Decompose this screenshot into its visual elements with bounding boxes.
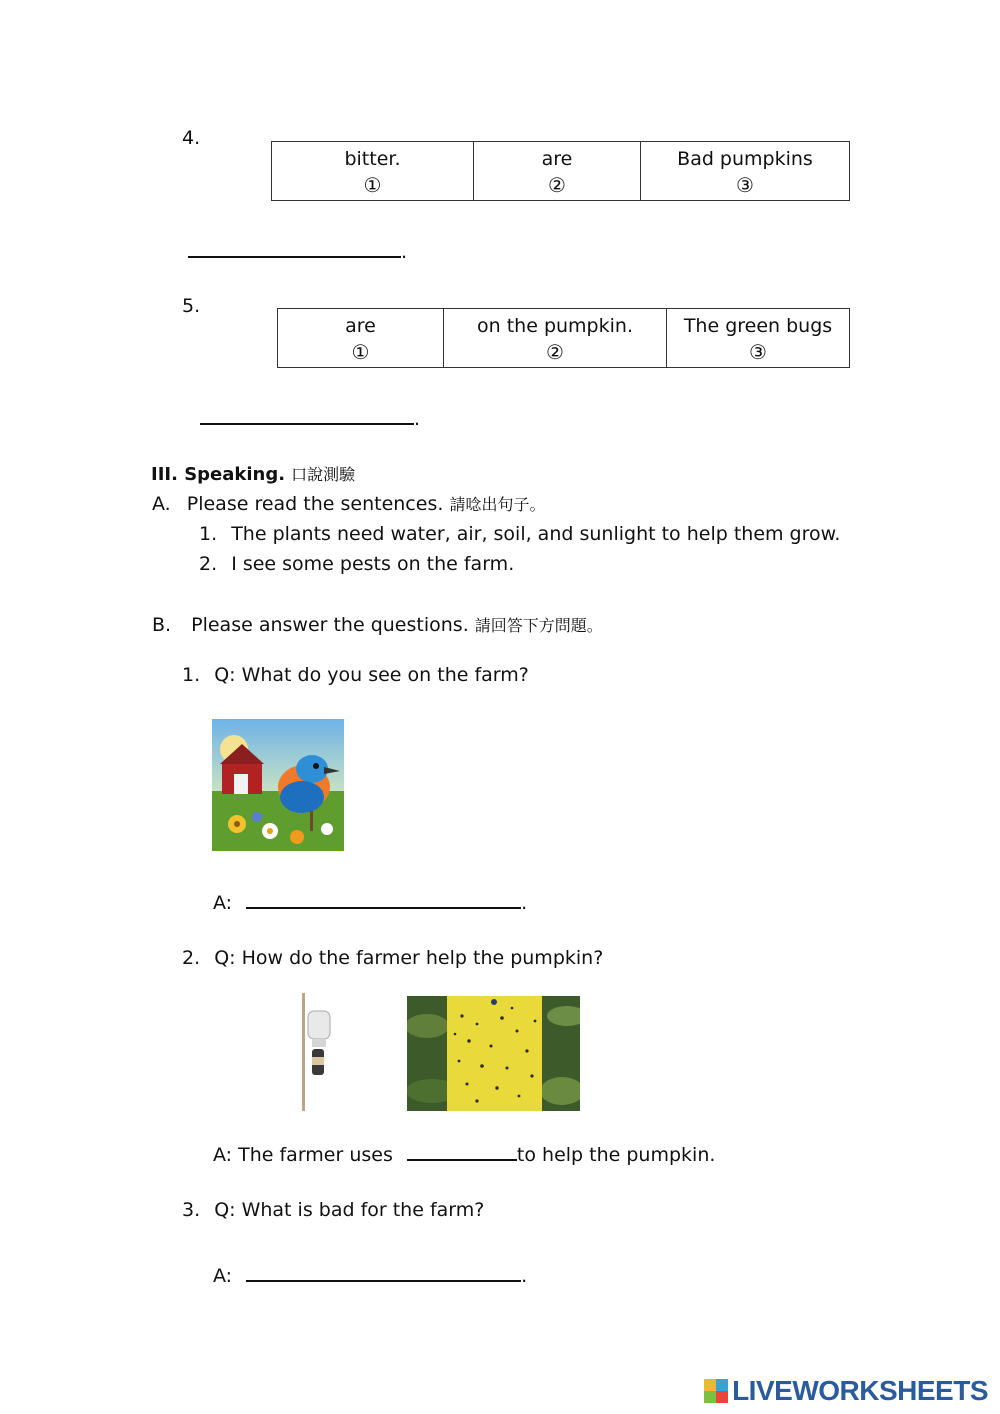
q4-mark-2: ② xyxy=(548,173,566,197)
logo-text: LIVEWORKSHEETS xyxy=(732,1375,988,1406)
q5-mark-2: ② xyxy=(546,340,564,364)
b-q3-answer-label: A: xyxy=(213,1265,233,1287)
section-b-instruction xyxy=(152,613,603,636)
section-b-zh: 請回答下方問題。 xyxy=(474,616,603,635)
q4-mark-1: ① xyxy=(363,173,382,197)
q4-mark-3: ③ xyxy=(736,173,754,197)
b-q1-answer-end: . xyxy=(521,892,528,914)
section-a-zh: 請唸出句子。 xyxy=(449,495,546,514)
sticky-trap-image xyxy=(407,996,580,1111)
q4-answer-blank[interactable] xyxy=(188,236,401,258)
b-q1-answer-label: A: xyxy=(213,892,233,914)
b-q1-answer xyxy=(213,887,527,914)
q4-word-1: bitter. xyxy=(344,148,401,170)
section-a-item-2-text: I see some pests on the farm. xyxy=(231,553,515,575)
b-q1 xyxy=(182,664,529,686)
q4-word-2: are xyxy=(541,148,573,170)
q5-word-2: on the pumpkin. xyxy=(477,315,633,337)
b-q2 xyxy=(182,947,603,969)
q4-answer xyxy=(188,236,407,263)
section-a-text: Please read the sentences. xyxy=(186,493,444,515)
section-b-letter: B. xyxy=(152,614,172,636)
q5-number: 5. xyxy=(182,295,201,317)
section-a-item-1 xyxy=(199,523,840,545)
q5-cell-3[interactable] xyxy=(667,309,850,368)
insect-trap-image xyxy=(292,993,334,1113)
section-a-letter: A. xyxy=(152,493,171,515)
b-q3-num: 3. xyxy=(182,1199,201,1221)
q5-answer-end: . xyxy=(414,408,421,430)
b-q2-answer-suffix: to help the pumpkin. xyxy=(516,1144,716,1166)
q5-answer xyxy=(200,403,420,430)
q4-cell-1[interactable] xyxy=(272,142,474,201)
q5-cell-1[interactable] xyxy=(278,309,444,368)
speaking-heading xyxy=(151,462,355,485)
b-q1-answer-blank[interactable] xyxy=(246,887,521,909)
section-a-item-2 xyxy=(199,553,514,575)
b-q2-question: Q: How do the farmer help the pumpkin? xyxy=(214,947,604,969)
q4-word-3: Bad pumpkins xyxy=(677,148,813,170)
b-q2-answer-blank[interactable] xyxy=(407,1139,517,1161)
section-a-item-1-num: 1. xyxy=(199,523,218,545)
q5-cell-2[interactable] xyxy=(444,309,667,368)
q4-answer-end: . xyxy=(401,241,408,263)
b-q2-answer xyxy=(213,1139,715,1166)
liveworksheets-logo[interactable] xyxy=(704,1375,988,1407)
farm-bird-image xyxy=(212,719,344,851)
logo-icon xyxy=(704,1379,728,1403)
b-q1-num: 1. xyxy=(182,664,201,686)
q5-word-3: The green bugs xyxy=(683,315,833,337)
b-q3-question: Q: What is bad for the farm? xyxy=(214,1199,485,1221)
q5-mark-3: ③ xyxy=(749,340,767,364)
q5-word-table xyxy=(277,308,850,368)
section-b-text: Please answer the questions. xyxy=(191,614,469,636)
q5-word-1: are xyxy=(345,315,376,337)
b-q3-answer xyxy=(213,1260,527,1287)
b-q1-question: Q: What do you see on the farm? xyxy=(214,664,529,686)
b-q3-answer-end: . xyxy=(521,1265,528,1287)
q4-cell-2[interactable] xyxy=(474,142,641,201)
section-a-item-2-num: 2. xyxy=(199,553,218,575)
q4-number: 4. xyxy=(182,127,201,149)
speaking-heading-text: III. Speaking. xyxy=(151,464,286,485)
b-q3 xyxy=(182,1199,484,1221)
q4-cell-3[interactable] xyxy=(641,142,850,201)
section-a-item-1-text: The plants need water, air, soil, and sunlight to help them grow. xyxy=(231,523,841,545)
b-q3-answer-blank[interactable] xyxy=(246,1260,521,1282)
q5-answer-blank[interactable] xyxy=(200,403,414,425)
b-q2-num: 2. xyxy=(182,947,201,969)
q5-mark-1: ① xyxy=(351,340,370,364)
q4-word-table xyxy=(271,141,850,201)
speaking-heading-zh: 口說測驗 xyxy=(291,465,356,484)
b-q2-answer-prefix: A: The farmer uses xyxy=(213,1144,393,1166)
section-a-instruction xyxy=(152,492,545,515)
